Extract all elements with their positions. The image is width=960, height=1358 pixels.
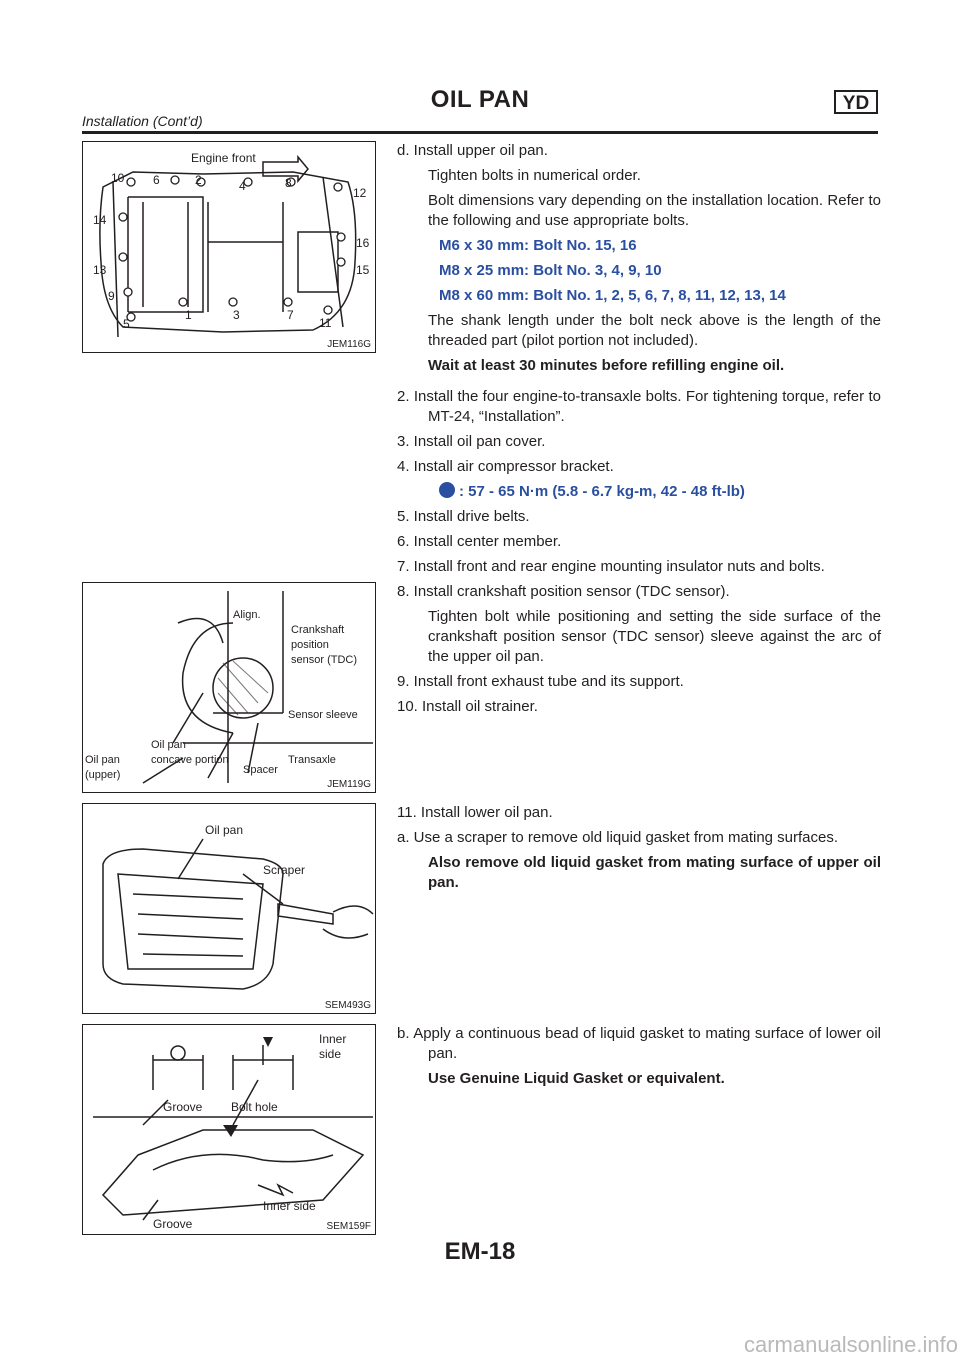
step-b: b. Apply a continuous bead of liquid gasket to mating surface of lower oil pan. [397,1025,881,1062]
figure-tdc-sensor-position [82,582,376,793]
figure-label: Bolt hole [231,1100,278,1114]
figure-label: 4 [239,179,246,193]
step-d-tighten: Tighten bolts in numerical order. [428,167,641,184]
step-d: d. Install upper oil pan. [397,142,548,159]
figure-label: 16 [356,236,370,250]
torque-wrench-icon [439,482,455,498]
step-10: 10. Install oil strainer. [397,698,538,715]
step-b-note: Use Genuine Liquid Gasket or equivalent. [428,1070,725,1087]
figure-label: sensor (TDC) [291,654,358,666]
figure-label: 13 [93,263,107,277]
figure-label: 5 [123,317,130,331]
step-8: 8. Install crankshaft position sensor (TDC sensor). [397,583,730,600]
page-number: EM-18 [444,1238,516,1265]
figure-label: concave portion [151,754,229,766]
figure-label: Spacer [243,764,278,776]
figure-label: side [319,1047,342,1061]
figure-label: (upper) [85,769,121,781]
figure-label: Align. [233,609,261,621]
step-5: 5. Install drive belts. [397,508,530,525]
step-a-note: Also remove old liquid gasket from mating surface of upper oil pan. [428,854,881,891]
procedure-block-2 [397,582,881,722]
figure-label: Oil pan [205,823,244,837]
figure-code: JEM116G [327,339,371,350]
figure-label: Oil pan [85,754,120,766]
figure-label: 12 [353,186,367,200]
procedure-block-1 [397,141,881,582]
header-rule [82,131,878,134]
figure-label: Inner side [263,1199,316,1213]
bolt-spec-3: M8 x 60 mm: Bolt No. 1, 2, 5, 6, 7, 8, 11, 12, 13, 14 [439,287,786,304]
figure-label: Oil pan [151,739,186,751]
figure-label: Sensor sleeve [288,709,358,721]
torque-spec [397,482,881,502]
figure-label: position [291,639,329,651]
figure-label: Groove [153,1217,193,1231]
figure-label: 14 [93,213,107,227]
figure-liquid-gasket-bead [82,1024,376,1235]
wait-warning: Wait at least 30 minutes before refilling engine oil. [428,357,785,374]
figure-label: 7 [287,308,294,322]
tdc-sensor-diagram [83,583,377,794]
procedure-block-4 [397,1024,881,1094]
scraper-diagram [83,804,377,1015]
bolt-spec-1: M6 x 30 mm: Bolt No. 15, 16 [439,237,637,254]
step-d-dimensions: Bolt dimensions vary depending on the installation location. Refer to the following and use appropriate bolts. [428,192,881,229]
section-code-badge: YD [834,90,878,114]
figure-label: Crankshaft [291,624,345,636]
figure-label: Transaxle [288,754,336,766]
step-9: 9. Install front exhaust tube and its support. [397,673,684,690]
step-11: 11. Install lower oil pan. [397,804,553,821]
figure-label: 3 [233,308,240,322]
figure-label: Inner [319,1032,347,1046]
step-6: 6. Install center member. [397,533,562,550]
figure-label: 8 [285,176,292,190]
figure-label: Engine front [191,151,256,165]
figure-label: 15 [356,263,370,277]
step-a: a. Use a scraper to remove old liquid gasket from mating surfaces. [397,829,839,846]
figure-label: 6 [153,173,160,187]
figure-code: JEM119G [327,779,371,790]
step-4: 4. Install air compressor bracket. [397,458,614,475]
gasket-bead-diagram [83,1025,377,1236]
step-7: 7. Install front and rear engine mounting insulator nuts and bolts. [397,558,825,575]
figure-scraper-removal [82,803,376,1014]
upper-oil-pan-diagram [83,142,377,354]
figure-label: 2 [195,173,202,187]
figure-label: Groove [163,1100,203,1114]
page-title: OIL PAN [430,86,530,113]
figure-label: 9 [108,289,115,303]
figure-label: 10 [111,171,125,185]
page-subtitle: Installation (Cont’d) [82,113,203,129]
torque-value: : 57 - 65 N·m (5.8 - 6.7 kg-m, 42 - 48 ft-lb) [459,483,745,500]
step-2: 2. Install the four engine-to-transaxle bolts. For tightening torque, refer to MT-24, “Installation”. [397,388,881,425]
bolt-spec-2: M8 x 25 mm: Bolt No. 3, 4, 9, 10 [439,262,662,279]
figure-upper-oil-pan-bolt-order [82,141,376,353]
figure-code: SEM493G [324,1000,371,1011]
step-8-detail: Tighten bolt while positioning and setting the side surface of the crankshaft position sensor (TDC sensor) sleeve against the arc of the upper oil pan. [428,608,881,665]
figure-label: 1 [185,308,192,322]
procedure-block-3 [397,803,881,898]
watermark: carmanualsonline.info [743,1332,958,1357]
figure-label: 11 [319,316,332,330]
step-3: 3. Install oil pan cover. [397,433,546,450]
figure-code: SEM159F [326,1221,371,1232]
figure-label: Scraper [263,863,306,877]
shank-note: The shank length under the bolt neck above is the length of the threaded part (pilot portion not included). [428,312,881,349]
